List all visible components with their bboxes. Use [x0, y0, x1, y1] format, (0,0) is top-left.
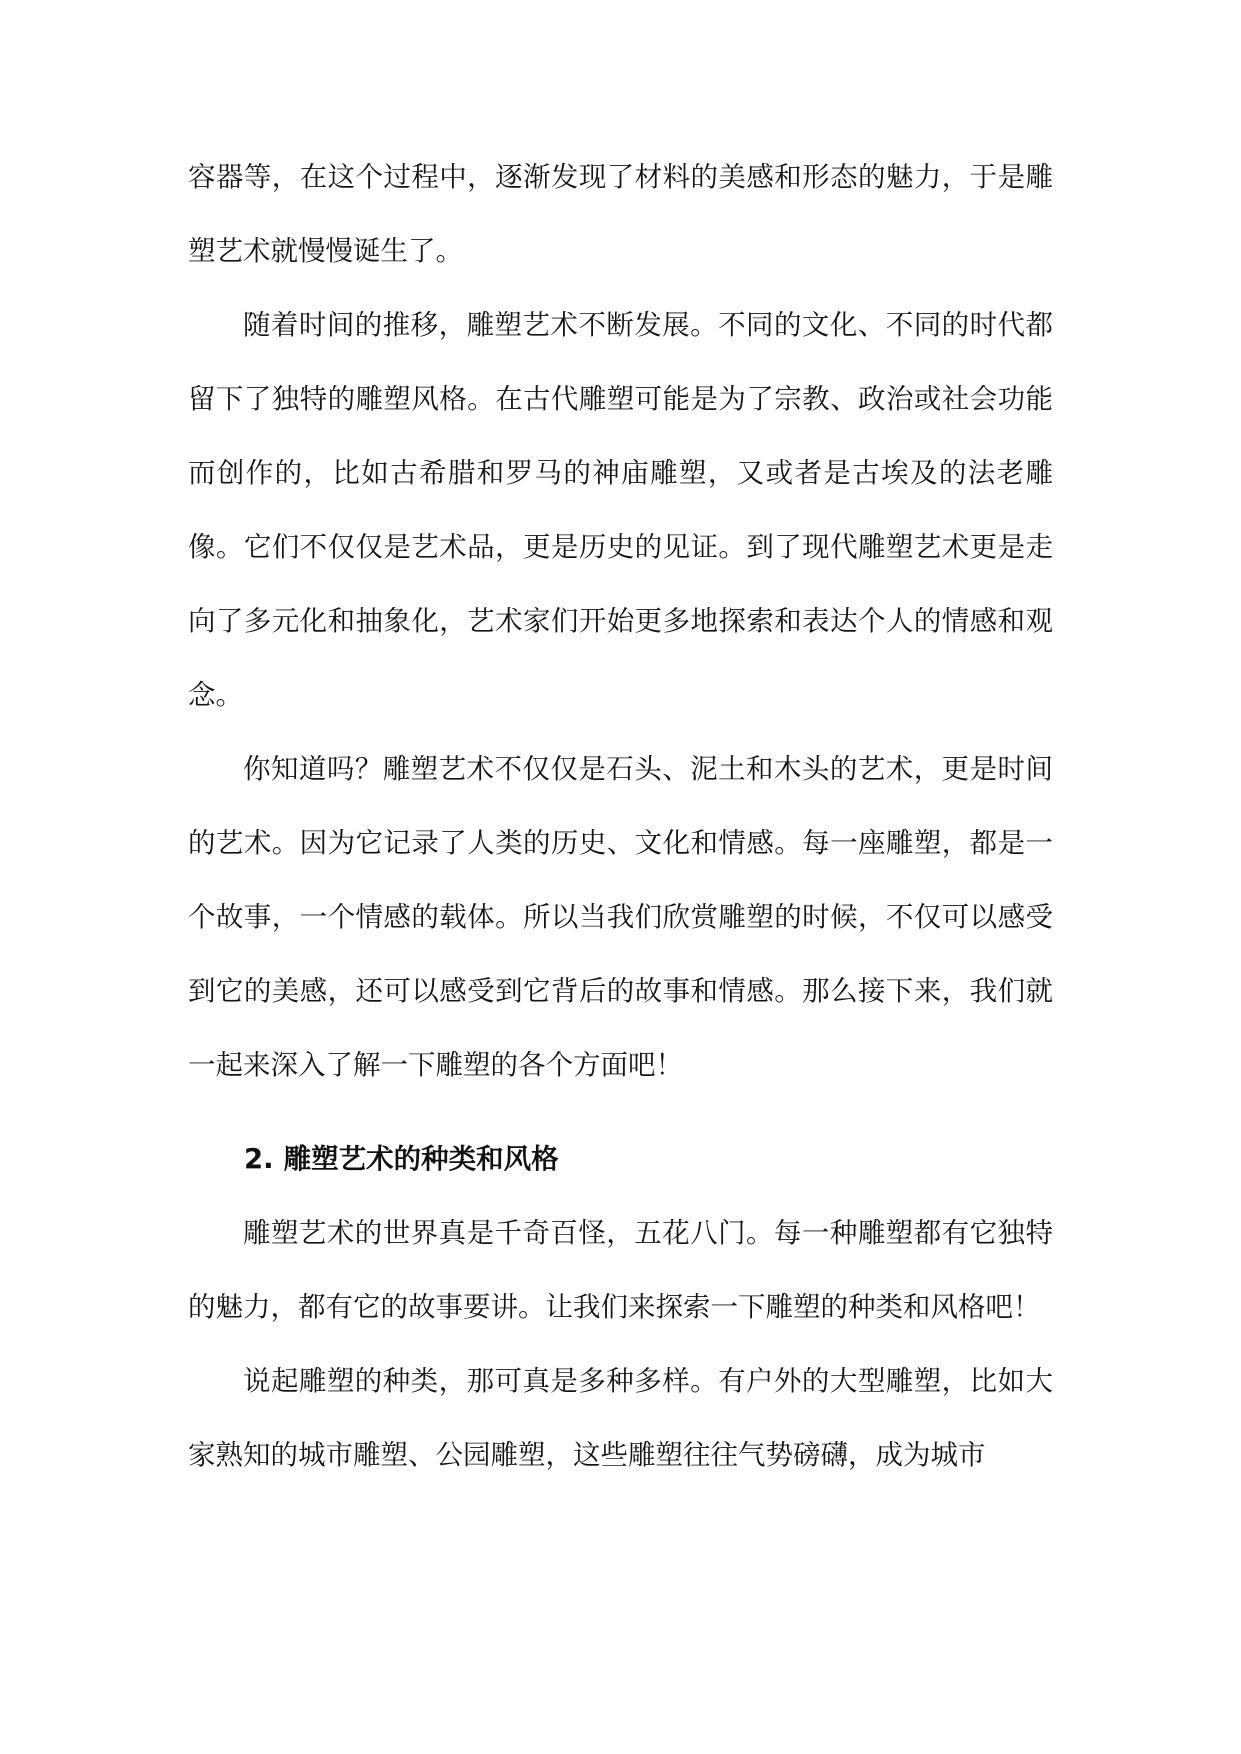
paragraph-origin-of-sculpture: 容器等，在这个过程中，逐渐发现了材料的美感和形态的魅力，于是雕塑艺术就慢慢诞生了。: [188, 161, 1053, 267]
document-body: [188, 140, 1053, 1492]
section-number: 2.: [244, 1143, 274, 1175]
paragraph-art-of-time: 你知道吗？雕塑艺术不仅仅是石头、泥土和木头的艺术，更是时间的艺术。因为它记录了人类的历史、文化和情感。每一座雕塑，都是一个故事，一个情感的载体。所以当我们欣赏雕塑的时候，不仅可以感受到它的美感，还可以感受到它背后的故事和情感。那么接下来，我们就一起来深入了解一下雕塑的各个方面吧！: [188, 753, 1053, 1081]
paragraph-sculpture-world: 雕塑艺术的世界真是千奇百怪，五花八门。每一种雕塑都有它独特的魅力，都有它的故事要讲。让我们来探索一下雕塑的种类和风格吧！: [188, 1217, 1053, 1323]
section-title: 雕塑艺术的种类和风格: [283, 1143, 559, 1175]
paragraph-types-of-sculpture: 说起雕塑的种类，那可真是多种多样。有户外的大型雕塑，比如大家熟知的城市雕塑、公园雕塑，这些雕塑往往气势磅礴，成为城市: [188, 1365, 1053, 1471]
section-heading: [188, 1122, 1053, 1196]
paragraph-development-of-sculpture: 随着时间的推移，雕塑艺术不断发展。不同的文化、不同的时代都留下了独特的雕塑风格。在古代雕塑可能是为了宗教、政治或社会功能而创作的，比如古希腊和罗马的神庙雕塑，又或者是古埃及的法老雕像。它们不仅仅是艺术品，更是历史的见证。到了现代雕塑艺术更是走向了多元化和抽象化，艺术家们开始更多地探索和表达个人的情感和观念。: [188, 309, 1053, 711]
